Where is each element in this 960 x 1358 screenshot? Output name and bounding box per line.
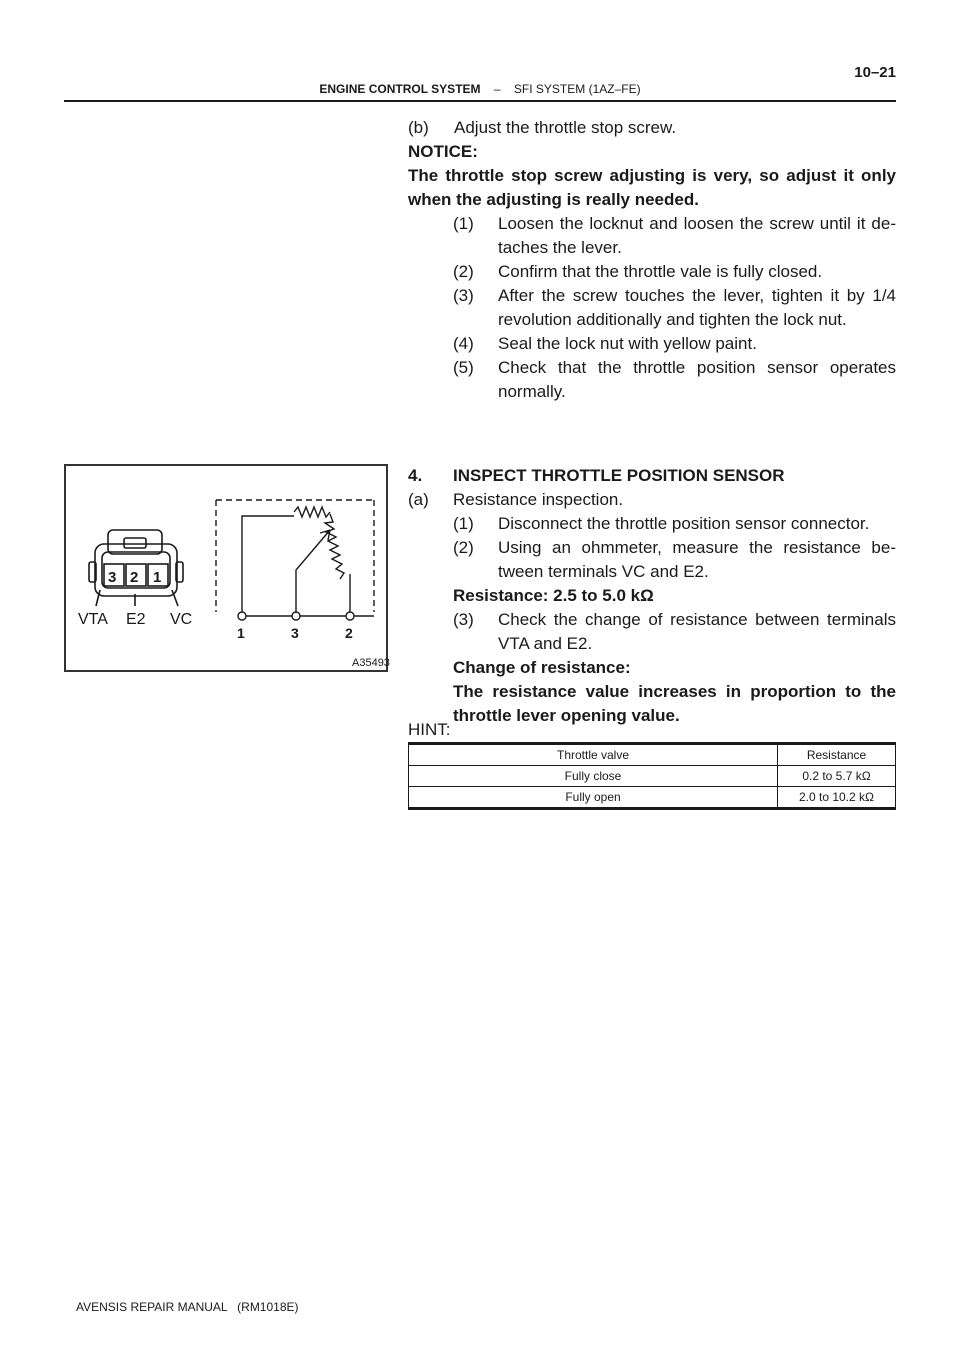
resistance-spec: Resistance: 2.5 to 5.0 kΩ: [453, 586, 654, 605]
terminal-vc-label: VC: [170, 611, 193, 628]
table-header-throttle-valve: Throttle valve: [409, 744, 778, 766]
resistance-table: [408, 742, 896, 810]
header-separator: –: [493, 82, 501, 96]
adjust-step-1-line-1: Loosen the locknut and loosen the screw until it de-: [498, 214, 896, 233]
figure-code: A35493: [352, 657, 390, 669]
inspect-step-1-line-1: Disconnect the throttle position sensor connector.: [498, 514, 870, 533]
running-header: [0, 82, 960, 96]
inspect-step-3-line-2: VTA and E2.: [498, 634, 593, 653]
step-number: (1): [453, 214, 474, 233]
hint-label: HINT:: [408, 720, 451, 739]
inspect-step-3-line-1: Check the change of resistance between terminals: [498, 610, 896, 629]
sensor-figure: [64, 464, 388, 672]
table-row: [409, 766, 896, 787]
terminal-vta-label: VTA: [78, 611, 108, 628]
table-cell: 0.2 to 5.7 kΩ: [778, 766, 896, 787]
adjust-step-1-line-2: taches the lever.: [498, 238, 622, 257]
inspect-step-2-num: (2): [453, 538, 474, 557]
connector-icon: [89, 530, 183, 606]
adjust-step-5-line-2: normally.: [498, 382, 566, 401]
adjust-step-3-num: (3): [453, 286, 474, 305]
inspect-heading: INSPECT THROTTLE POSITION SENSOR: [453, 466, 785, 485]
terminal-e2-label: E2: [126, 611, 146, 628]
table-cell: Fully close: [409, 766, 778, 787]
pin-2-label: 2: [130, 569, 139, 586]
table-cell: 2.0 to 10.2 kΩ: [778, 787, 896, 809]
adjust-step-2-line-1: Confirm that the throttle vale is fully closed.: [498, 262, 823, 281]
step-a-text: Resistance inspection.: [453, 490, 624, 509]
adjust-step-5-num: (5): [453, 358, 474, 377]
change-label: Change of resistance:: [453, 658, 631, 677]
step-a-label: (a): [408, 490, 429, 509]
adjust-step-1: [453, 212, 474, 236]
adjust-step-2-num: (2): [453, 262, 474, 281]
notice-line-1: The throttle stop screw adjusting is very, so adjust it only: [408, 166, 896, 185]
table-row: [409, 787, 896, 809]
change-line-1: The resistance value increases in proportion to the: [453, 682, 896, 701]
adjust-step-4-line-1: Seal the lock nut with yellow paint.: [498, 334, 757, 353]
inspect-heading-num: 4.: [408, 466, 423, 485]
table-header-resistance: Resistance: [778, 744, 896, 766]
section-title: ENGINE CONTROL SYSTEM: [319, 82, 481, 96]
table-header-row: [409, 744, 896, 766]
inspect-step-2-line-1: Using an ohmmeter, measure the resistance be-: [498, 538, 896, 557]
circuit-terminal-2: 2: [345, 625, 353, 641]
pin-3-label: 3: [108, 569, 117, 586]
adjust-step-5-line-1: Check that the throttle position sensor operates: [498, 358, 896, 377]
adjust-step-3-line-2: revolution additionally and tighten the lock nut.: [498, 310, 847, 329]
table-cell: Fully open: [409, 787, 778, 809]
inspect-step-1-num: (1): [453, 514, 474, 533]
step-b-text: Adjust the throttle stop screw.: [454, 118, 677, 137]
subsection-title: SFI SYSTEM (1AZ–FE): [513, 82, 641, 96]
sensor-circuit: [216, 500, 374, 620]
pin-1-label: 1: [153, 569, 162, 586]
step-b: [408, 116, 677, 140]
inspect-step-2-line-2: tween terminals VC and E2.: [498, 562, 709, 581]
page-number: 10–21: [854, 64, 896, 81]
circuit-terminal-3: 3: [291, 625, 299, 641]
footer-manual-title: AVENSIS REPAIR MANUAL (RM1018E): [76, 1300, 299, 1314]
notice-label: NOTICE:: [408, 142, 478, 161]
connector-circuit-diagram: [66, 466, 390, 670]
change-line-2: throttle lever opening value.: [453, 706, 680, 725]
step-b-label: (b): [408, 118, 429, 137]
circuit-terminal-1: 1: [237, 625, 245, 641]
notice-line-2: when the adjusting is really needed.: [408, 190, 699, 209]
header-rule: [64, 100, 896, 102]
adjust-step-3-line-1: After the screw touches the lever, tighten it by 1/4: [498, 286, 896, 305]
inspect-step-3-num: (3): [453, 610, 474, 629]
adjust-step-4-num: (4): [453, 334, 474, 353]
